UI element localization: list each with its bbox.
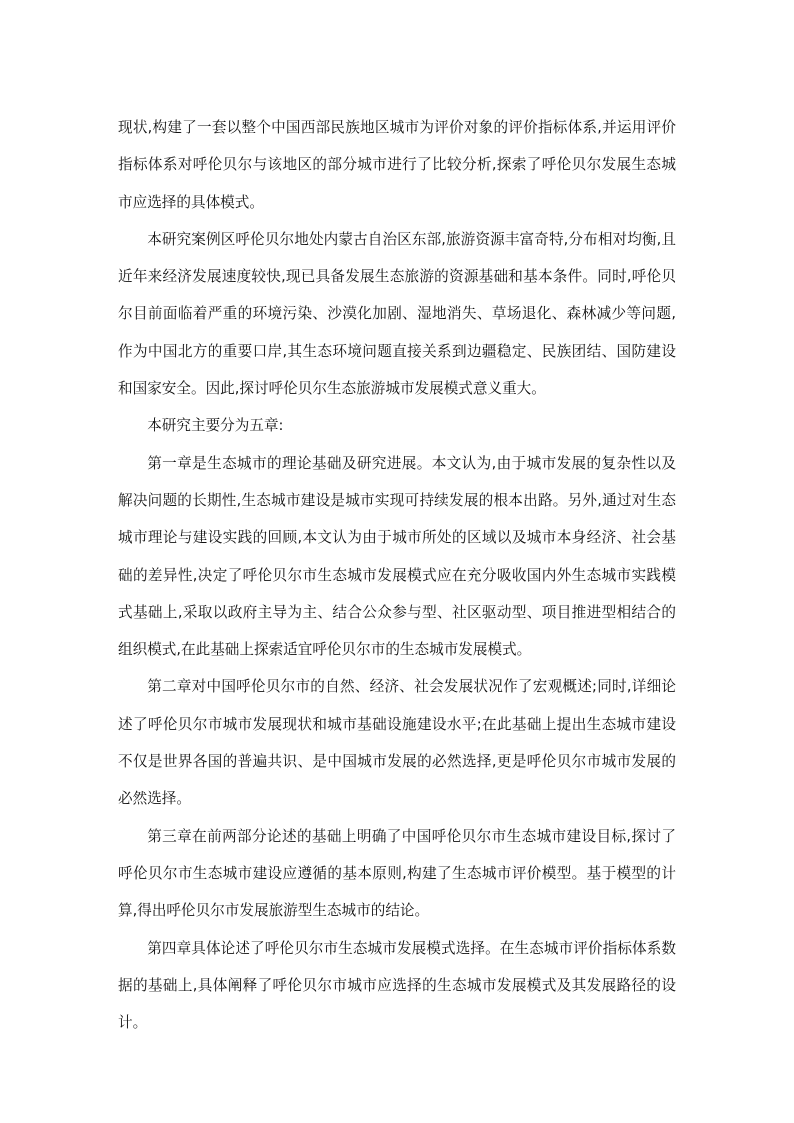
paragraph-1: 现状,构建了一套以整个中国西部民族地区城市为评价对象的评价指标体系,并运用评价指标体系对呼伦贝尔与该地区的部分城市进行了比较分析,探索了呼伦贝尔发展生态城市应选择的具体模式。 xyxy=(118,119,676,211)
paragraph-4: 第一章是生态城市的理论基础及研究进展。本文认为,由于城市发展的复杂性以及解决问题的长期性,生态城市建设是城市实现可持续发展的根本出路。另外,通过对生态城市理论与建设实践的回顾,本文认为由于城市所处的区域以及城市本身经济、社会基础的差异性,决定了呼伦贝尔市生态城市发展模式应在充分吸收国内外生态城市实践模式基础上,采取以政府主导为主、结合公众参与型、社区驱动型、项目推进型相结合的组织模式,在此基础上探索适宜呼伦贝尔市的生态城市发展模式。 xyxy=(118,454,676,659)
paragraph-2: 本研究案例区呼伦贝尔地处内蒙古自治区东部,旅游资源丰富奇特,分布相对均衡,且近年来经济发展速度较快,现已具备发展生态旅游的资源基础和基本条件。同时,呼伦贝尔目前面临着严重的环境污染、沙漠化加剧、湿地消失、草场退化、森林减少等问题,作为中国北方的重要口岸,其生态环境问题直接关系到边疆稳定、民族团结、国防建设和国家安全。因此,探讨呼伦贝尔生态旅游城市发展模式意义重大。 xyxy=(118,230,676,398)
paragraph-5: 第二章对中国呼伦贝尔市的自然、经济、社会发展状况作了宏观概述;同时,详细论述了呼伦贝尔市城市发展现状和城市基础设施建设水平;在此基础上提出生态城市建设不仅是世界各国的普遍共识、是中国城市发展的必然选择,更是呼伦贝尔市城市发展的必然选择。 xyxy=(118,678,676,808)
paragraph-6: 第三章在前两部分论述的基础上明确了中国呼伦贝尔市生态城市建设目标,探讨了呼伦贝尔市生态城市建设应遵循的基本原则,构建了生态城市评价模型。基于模型的计算,得出呼伦贝尔市发展旅游型生态城市的结论。 xyxy=(118,827,676,920)
paragraph-7: 第四章具体论述了呼伦贝尔市生态城市发展模式选择。在生态城市评价指标体系数据的基础上,具体阐释了呼伦贝尔市城市应选择的生态城市发展模式及其发展路径的设计。 xyxy=(118,939,676,1032)
paragraph-3: 本研究主要分为五章: xyxy=(147,417,284,435)
body-text xyxy=(118,109,676,1041)
